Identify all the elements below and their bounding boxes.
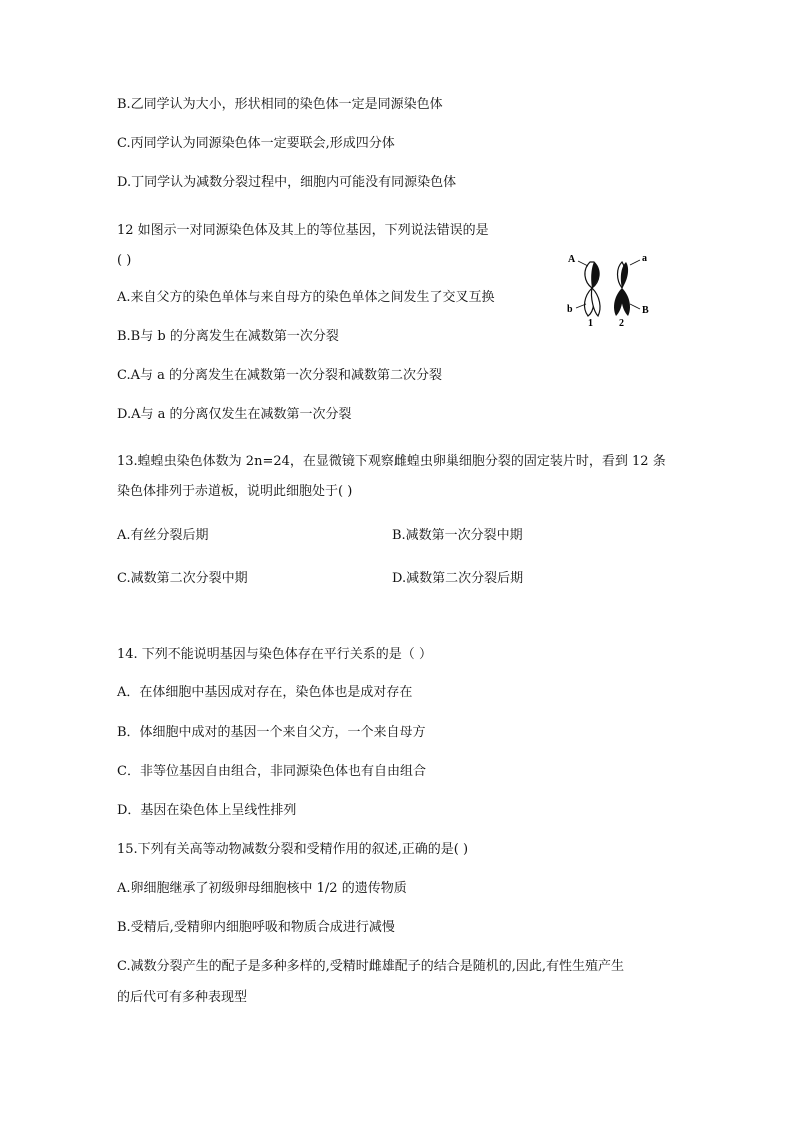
label-B: B [642, 305, 649, 316]
line-q14-stem: 14. 下列不能说明基因与染色体存在平行关系的是（ ） [117, 647, 432, 662]
chromosome-1 [585, 262, 600, 316]
line-q15-c-1: C.减数分裂产生的配子是多种多样的,受精时雌雄配子的结合是随机的,因此,有性生殖产生 [117, 959, 625, 974]
label-A: A [568, 254, 576, 265]
chromosome-2 [614, 262, 630, 316]
line-q11-c: C.丙同学认为同源染色体一定要联会,形成四分体 [117, 136, 395, 151]
line-q15-c-2: 的后代可有多种表现型 [117, 990, 248, 1005]
line-q13-b: B.减数第一次分裂中期 [392, 528, 523, 543]
line-q15-a: A.卵细胞继承了初级卵母细胞核中 1/2 的遗传物质 [117, 881, 407, 896]
homologous-chromosome-figure [560, 252, 660, 328]
line-q14-c: C．非等位基因自由组合，非同源染色体也有自由组合 [117, 764, 426, 779]
line-q11-b: B.乙同学认为大小，形状相同的染色体一定是同源染色体 [117, 97, 443, 112]
line-q12-c: C.A与 a 的分离发生在减数第一次分裂和减数第二次分裂 [117, 368, 443, 383]
line-q12-stem: 12 如图示一对同源染色体及其上的等位基因，下列说法错误的是 [117, 223, 489, 238]
line-q13-stem-2: 染色体排列于赤道板，说明此细胞处于( ) [117, 484, 353, 499]
line-q13-d: D.减数第二次分裂后期 [392, 571, 524, 586]
line-q12-a: A.来自父方的染色单体与来自母方的染色单体之间发生了交叉互换 [117, 290, 495, 305]
line-q14-b: B．体细胞中成对的基因一个来自父方，一个来自母方 [117, 725, 426, 740]
line-q14-a: A．在体细胞中基因成对存在，染色体也是成对存在 [117, 685, 413, 700]
line-q11-d: D.丁同学认为减数分裂过程中，细胞内可能没有同源染色体 [117, 175, 457, 190]
line-q15-stem: 15.下列有关高等动物减数分裂和受精作用的叙述,正确的是( ) [117, 842, 469, 857]
line-q12-paren: ( ) [117, 253, 132, 268]
label-2: 2 [619, 318, 624, 328]
line-q13-c: C.减数第二次分裂中期 [117, 571, 248, 586]
label-1: 1 [588, 318, 593, 328]
line-q13-stem-1: 13.蝗蝗虫染色体数为 2n=24，在显微镜下观察雌蝗虫卵巢细胞分裂的固定装片时，看到 12 条 [117, 454, 666, 469]
line-q12-d: D.A与 a 的分离仅发生在减数第一次分裂 [117, 407, 352, 422]
line-q13-a: A.有丝分裂后期 [117, 528, 209, 543]
line-q15-b: B.受精后,受精卵内细胞呼吸和物质合成进行减慢 [117, 920, 395, 935]
line-q14-d: D．基因在染色体上呈线性排列 [117, 803, 297, 818]
line-q12-b: B.B与 b 的分离发生在减数第一次分裂 [117, 329, 339, 344]
label-a: a [642, 253, 647, 264]
label-b: b [567, 304, 573, 315]
